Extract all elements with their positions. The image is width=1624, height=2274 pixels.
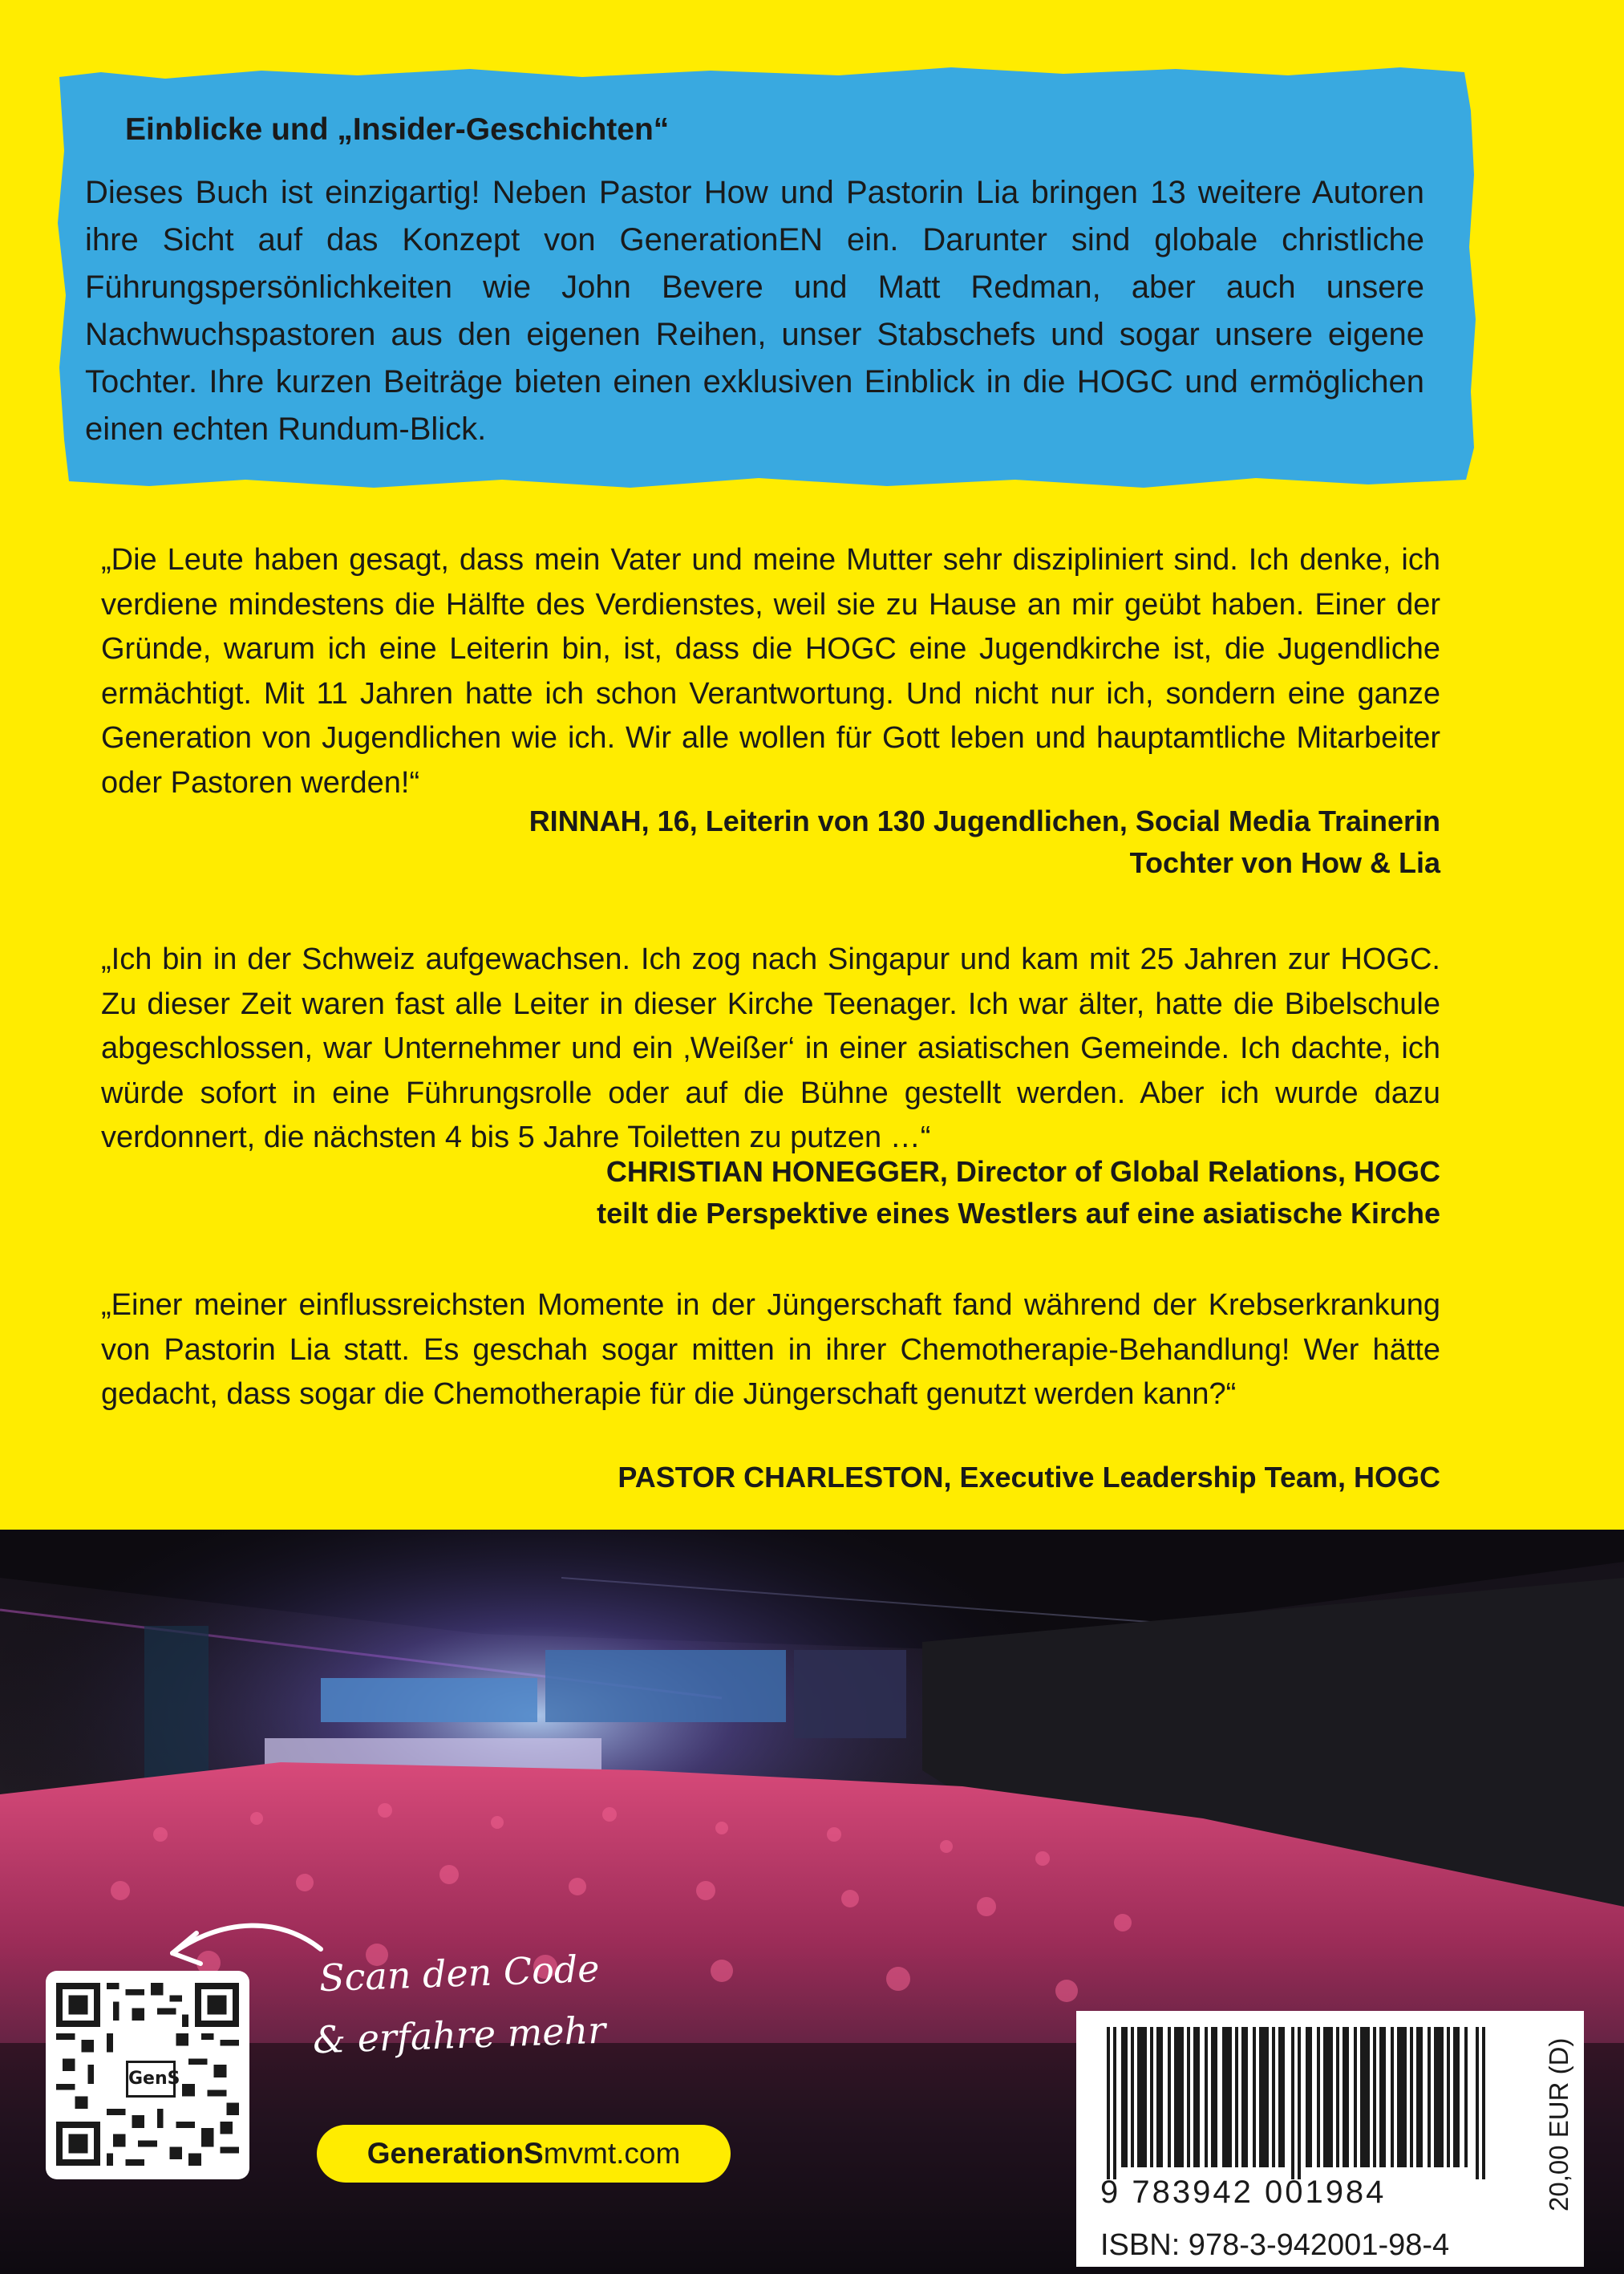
- isbn-text: ISBN: 978-3-942001-98-4: [1100, 2228, 1450, 2262]
- barcode-box: [1076, 2011, 1584, 2227]
- quote-rinnah: „Die Leute haben gesagt, dass mein Vater und meine Mutter sehr diszipliniert sind. Ich denke, ich verdiene mindestens die Hälfte des Verdienstes, weil sie zu Hause an mir geübt haben. Einer der Gründe, warum ich eine Leiterin bin, ist, dass die HOGC eine Jugendkirche ist, die Jugendliche ermächtigt. Mit 11 Jahren hatte ich schon Verantwortung. Und nicht nur ich, sondern eine ganze Generation von Jugendlichen wie ich. Wir alle wollen für Gott leben und hauptamtliche Mitarbeiter oder Pastoren werden!“: [101, 543, 1440, 800]
- website-link-rest: mvmt.com: [543, 2137, 681, 2170]
- price-label: [1521, 2033, 1573, 2226]
- barcode-digits: 9 783942 001984: [1100, 2175, 1387, 2210]
- quote-rinnah-attribution-line1: RINNAH, 16, Leiterin von 130 Jugendlichen, Social Media Trainerin: [529, 805, 1440, 837]
- intro-box: [53, 63, 1476, 492]
- quote-charleston-attribution: PASTOR CHARLESTON, Executive Leadership Team, HOGC: [618, 1461, 1440, 1494]
- curved-arrow-icon: [152, 1901, 329, 1989]
- barcode-icon: [1099, 2027, 1516, 2179]
- website-link-bold: GenerationS: [367, 2137, 544, 2170]
- quote-honegger-attribution-line1: CHRISTIAN HONEGGER, Director of Global Relations, HOGC: [605, 1155, 1440, 1188]
- intro-title: Einblicke und „Insider-Geschichten“: [125, 112, 670, 147]
- scan-caption-line1: Scan den Code: [318, 1946, 601, 2000]
- quote-rinnah-attribution-line2: Tochter von How & Lia: [1129, 846, 1440, 879]
- isbn-box: [1076, 2227, 1584, 2267]
- quote-honegger-attribution-line2: teilt die Perspektive eines Westlers auf eine asiatische Kirche: [597, 1197, 1440, 1230]
- qr-code[interactable]: [46, 1971, 249, 2179]
- price-text: 20,00 EUR (D): [1544, 2037, 1573, 2211]
- website-link[interactable]: [317, 2125, 731, 2183]
- intro-body: Dieses Buch ist einzigartig! Neben Pastor How und Pastorin Lia bringen 13 weitere Autoren ihre Sicht auf das Konzept von GenerationEN ein. Darunter sind globale christliche Führungspersönlichkeiten wie John Bevere und Matt Redman, aber auch unsere Nachwuchspastoren aus den eigenen Reihen, unser Stabschefs und sogar unsere eigene Tochter. Ihre kurzen Beiträge bieten einen exklusiven Einblick in die HOGC und ermöglichen einen echten Rundum-Blick.: [85, 175, 1424, 447]
- quote-honegger: „Ich bin in der Schweiz aufgewachsen. Ich zog nach Singapur und kam mit 25 Jahren zur HOGC. Zu dieser Zeit waren fast alle Leiter in dieser Kirche Teenager. Ich war älter, hatte die Bibelschule abgeschlossen, war Unternehmer und ein ‚Weißer‘ in einer asiatischen Gemeinde. Ich dachte, ich würde sofort in eine Führungsrolle oder auf die Bühne gestellt werden. Aber ich wurde dazu verdonnert, die nächsten 4 bis 5 Jahre Toiletten zu putzen …“: [101, 942, 1440, 1154]
- quote-charleston: „Einer meiner einflussreichsten Momente in der Jüngerschaft fand während der Krebserkrankung von Pastorin Lia statt. Es geschah sogar mitten in ihrer Chemotherapie-Behandlung! Wer hätte gedacht, dass sogar die Chemotherapie für die Jüngerschaft genutzt werden kann?“: [101, 1288, 1440, 1411]
- scan-caption-line2: & erfahre mehr: [312, 2008, 606, 2062]
- qr-center-logo: GenS: [126, 2061, 176, 2098]
